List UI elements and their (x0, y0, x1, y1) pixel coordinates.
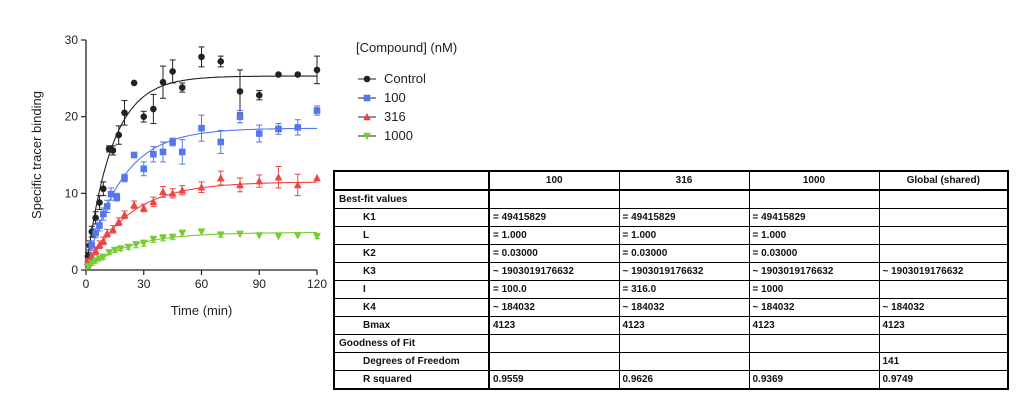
data-point (179, 149, 186, 156)
data-point (140, 204, 148, 211)
table-cell: = 49415829 (749, 209, 879, 227)
data-point (217, 231, 225, 238)
data-point (169, 68, 176, 75)
data-point (108, 191, 115, 198)
table-header-cell: Global (shared) (879, 171, 1008, 190)
data-point (314, 107, 321, 114)
table-row (334, 335, 1008, 353)
table-row-label: Bmax (334, 317, 489, 335)
data-point (110, 147, 117, 154)
data-point (117, 245, 125, 252)
data-point (140, 113, 147, 120)
table-cell (879, 227, 1008, 245)
data-point (121, 175, 128, 182)
x-tick-label: 0 (82, 277, 90, 291)
table-row-label: Best-fit values (334, 190, 489, 209)
table-cell (749, 335, 879, 353)
table-header-cell: 316 (619, 171, 749, 190)
table-row (334, 281, 1008, 299)
table-cell: ~ 184032 (619, 299, 749, 317)
legend-symbol-316 (356, 110, 378, 124)
legend-item-316 (356, 107, 457, 126)
data-point (275, 126, 282, 133)
table-cell: 0.9749 (879, 371, 1008, 390)
table-row (334, 263, 1008, 281)
table-cell: = 0.03000 (619, 245, 749, 263)
x-tick-label: 60 (194, 277, 209, 291)
table-row-label: L (334, 227, 489, 245)
data-point (100, 185, 107, 192)
table-cell: ~ 1903019176632 (879, 263, 1008, 281)
table-cell (619, 353, 749, 371)
data-point (275, 71, 282, 78)
legend-symbol-1000 (356, 129, 378, 143)
data-point (275, 233, 283, 240)
table-cell: = 316.0 (619, 281, 749, 299)
data-point (198, 125, 205, 132)
table-row (334, 353, 1008, 371)
table-cell (749, 190, 879, 209)
data-point (131, 152, 138, 159)
table-header-cell: 1000 (749, 171, 879, 190)
data-point (88, 242, 95, 249)
legend-symbol-100 (356, 91, 378, 105)
table-cell: ~ 1903019176632 (749, 263, 879, 281)
table-row-label: K4 (334, 299, 489, 317)
series-1000 (84, 228, 321, 270)
data-point (313, 174, 321, 181)
data-point (256, 92, 263, 99)
table-cell: = 1.000 (489, 227, 619, 245)
table-header-cell (334, 171, 489, 190)
data-point (314, 67, 321, 74)
table-cell: = 49415829 (619, 209, 749, 227)
data-point (275, 173, 283, 180)
data-point (131, 80, 138, 87)
data-point (150, 151, 157, 158)
table-row-label: I (334, 281, 489, 299)
table-cell (489, 190, 619, 209)
legend-label-1000: 1000 (384, 128, 413, 143)
data-point (178, 186, 186, 193)
data-point (236, 231, 244, 238)
table-row-label: K1 (334, 209, 489, 227)
x-tick-label: 90 (252, 277, 266, 291)
data-point (115, 132, 122, 139)
table-row (334, 299, 1008, 317)
table-cell (619, 335, 749, 353)
table-cell: 0.9369 (749, 371, 879, 390)
table-cell: = 1.000 (749, 227, 879, 245)
data-point (100, 211, 107, 218)
table-cell (879, 209, 1008, 227)
y-tick-label: 0 (71, 263, 78, 277)
data-point (217, 174, 225, 181)
table-row-label: K3 (334, 263, 489, 281)
data-point (255, 177, 263, 184)
table-cell: = 0.03000 (489, 245, 619, 263)
data-point (217, 139, 224, 146)
table-cell: 141 (879, 353, 1008, 371)
x-tick-label: 30 (137, 277, 151, 291)
table-cell: ~ 184032 (749, 299, 879, 317)
legend-label-100: 100 (384, 90, 406, 105)
data-point (115, 218, 123, 225)
data-point (237, 113, 244, 120)
data-point (169, 139, 176, 146)
table-cell: 4123 (619, 317, 749, 335)
kinetics-plot (0, 0, 330, 330)
table-row (334, 209, 1008, 227)
data-point (160, 79, 167, 86)
fit-curve (86, 76, 317, 270)
table-cell (489, 335, 619, 353)
table-row (334, 245, 1008, 263)
data-point (159, 188, 167, 195)
table-cell (879, 190, 1008, 209)
y-tick-label: 10 (64, 186, 78, 201)
table-cell: 4123 (489, 317, 619, 335)
table-row-label: R squared (334, 371, 489, 390)
table-row (334, 317, 1008, 335)
y-tick-label: 20 (64, 109, 78, 124)
data-point (198, 183, 206, 190)
data-point (256, 130, 263, 137)
table-row (334, 227, 1008, 245)
data-point (121, 110, 128, 117)
data-point (294, 232, 302, 239)
fit-curve (86, 182, 317, 270)
data-point (96, 222, 103, 229)
table-row-label: Degrees of Freedom (334, 353, 489, 371)
table-header-cell: 100 (489, 171, 619, 190)
legend-item-100 (356, 88, 457, 107)
data-point (237, 88, 244, 95)
legend-marker (364, 94, 371, 101)
table-cell (489, 353, 619, 371)
legend-title: [Compound] (nM) (356, 40, 458, 55)
data-point (121, 211, 129, 218)
data-point (313, 233, 321, 240)
y-axis-label: Specific tracer binding (29, 91, 44, 219)
data-point (160, 149, 167, 156)
legend (356, 40, 457, 145)
x-tick-label: 120 (306, 277, 328, 291)
y-tick-label: 30 (64, 33, 78, 47)
table-cell: = 1000 (749, 281, 879, 299)
table-cell: 0.9626 (619, 371, 749, 390)
table-cell: 4123 (879, 317, 1008, 335)
table-cell: ~ 184032 (489, 299, 619, 317)
data-point (198, 54, 205, 61)
table-cell: 0.9559 (489, 371, 619, 390)
table-cell: = 100.0 (489, 281, 619, 299)
legend-symbol-control (356, 72, 378, 86)
legend-item-control (356, 69, 457, 88)
data-point (179, 84, 186, 91)
data-point (96, 199, 103, 206)
data-point (104, 203, 111, 210)
data-point (130, 201, 138, 208)
data-point (114, 194, 121, 201)
table-cell: 4123 (749, 317, 879, 335)
legend-label-control: Control (384, 71, 426, 86)
data-point (255, 232, 263, 239)
data-point (294, 71, 301, 78)
fit-results-table (333, 170, 1009, 390)
table-row (334, 371, 1008, 390)
legend-marker (364, 75, 371, 82)
table-cell (879, 281, 1008, 299)
series-control (85, 47, 321, 270)
table-cell: ~ 184032 (879, 299, 1008, 317)
table-row-label: Goodness of Fit (334, 335, 489, 353)
legend-item-1000 (356, 126, 457, 145)
table-cell: = 0.03000 (749, 245, 879, 263)
table-cell (879, 245, 1008, 263)
data-point (140, 166, 147, 173)
table-row (334, 190, 1008, 209)
data-point (294, 124, 301, 131)
table-cell (619, 190, 749, 209)
table-cell (879, 335, 1008, 353)
table-row-label: K2 (334, 245, 489, 263)
table-cell: ~ 1903019176632 (489, 263, 619, 281)
legend-label-316: 316 (384, 109, 406, 124)
table-cell: ~ 1903019176632 (619, 263, 749, 281)
table-cell (749, 353, 879, 371)
data-point (217, 58, 224, 65)
table-cell: = 1.000 (619, 227, 749, 245)
data-point (150, 106, 157, 113)
x-axis-label: Time (min) (170, 303, 233, 318)
table-header-row (334, 171, 1008, 190)
table-cell: = 49415829 (489, 209, 619, 227)
